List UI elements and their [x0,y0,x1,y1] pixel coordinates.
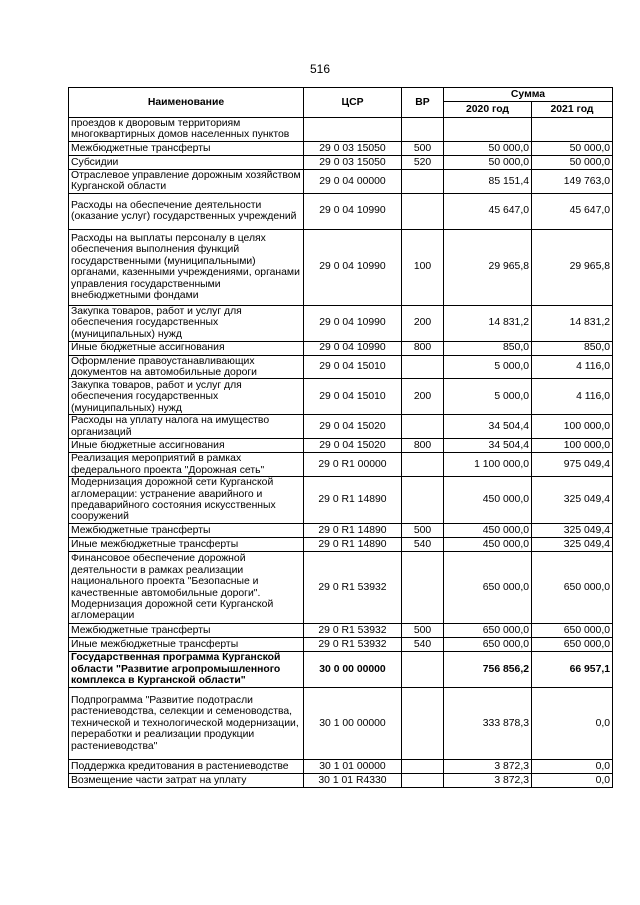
row-vr-cell [402,169,444,193]
row-vr-cell [402,688,444,760]
row-amount-2020: 450 000,0 [444,477,532,524]
row-vr-cell: 500 [402,624,444,638]
row-amount-2020: 333 878,3 [444,688,532,760]
row-amount-2020: 450 000,0 [444,538,532,552]
row-vr-cell [402,760,444,774]
table-row [69,638,613,652]
row-amount-2021: 66 957,1 [532,652,613,688]
row-name-cell: Закупка товаров, работ и услуг для обеспечения государственных (муниципальных) нужд [69,305,304,341]
row-name-cell: проездов к дворовым территориям многоквартирных домов населенных пунктов [69,118,304,142]
budget-table [68,87,613,788]
row-vr-cell: 800 [402,341,444,355]
row-name-cell: Государственная программа Курганской области "Развитие агропромышленного комплекса в Курганской области" [69,652,304,688]
table-row [69,341,613,355]
row-code-cell: 29 0 R1 14890 [304,538,402,552]
row-amount-2020: 50 000,0 [444,141,532,155]
row-code-cell: 29 0 04 10990 [304,341,402,355]
row-amount-2021: 50 000,0 [532,141,613,155]
row-name-cell: Реализация мероприятий в рамках федерального проекта "Дорожная сеть" [69,453,304,477]
header-year-2021: 2021 год [532,102,613,118]
row-code-cell: 29 0 04 15020 [304,439,402,453]
row-amount-2021: 850,0 [532,341,613,355]
row-code-cell: 29 0 04 10990 [304,193,402,229]
table-row [69,477,613,524]
row-code-cell: 29 0 R1 00000 [304,453,402,477]
table-row [69,453,613,477]
row-amount-2020: 5 000,0 [444,355,532,379]
row-name-cell: Межбюджетные трансферты [69,624,304,638]
table-row [69,624,613,638]
row-amount-2021: 45 647,0 [532,193,613,229]
row-name-cell: Субсидии [69,155,304,169]
row-code-cell: 29 0 04 15010 [304,379,402,415]
row-amount-2021: 29 965,8 [532,229,613,305]
row-vr-cell [402,552,444,624]
row-amount-2021: 325 049,4 [532,538,613,552]
row-amount-2020: 650 000,0 [444,552,532,624]
row-name-cell: Финансовое обеспечение дорожной деятельности в рамках реализации национального проекта "Безопасные и качественные автомобильные дороги". Модернизация дорожной сети Курганской агломерации [69,552,304,624]
row-vr-cell: 500 [402,524,444,538]
row-vr-cell [402,652,444,688]
row-name-cell: Модернизация дорожной сети Курганской агломерации: устранение аварийного и предаварийного состояния искусственных сооружений [69,477,304,524]
row-amount-2021: 100 000,0 [532,415,613,439]
row-code-cell: 30 1 01 R4330 [304,774,402,788]
row-amount-2021: 0,0 [532,760,613,774]
table-header-row [69,88,613,102]
table-row [69,229,613,305]
row-amount-2021 [532,118,613,142]
table-row [69,155,613,169]
row-amount-2020: 85 151,4 [444,169,532,193]
row-amount-2021: 325 049,4 [532,524,613,538]
row-amount-2020: 5 000,0 [444,379,532,415]
row-name-cell: Иные бюджетные ассигнования [69,341,304,355]
row-vr-cell: 100 [402,229,444,305]
row-code-cell: 29 0 R1 53932 [304,552,402,624]
row-code-cell: 29 0 04 00000 [304,169,402,193]
row-vr-cell [402,415,444,439]
row-name-cell: Расходы на выплаты персоналу в целях обеспечения выполнения функций государственными (муниципальными) органами, казенными учреждениями, органами управления государственными внебюджетными фондами [69,229,304,305]
row-vr-cell [402,453,444,477]
table-row [69,193,613,229]
row-vr-cell [402,355,444,379]
row-amount-2021: 100 000,0 [532,439,613,453]
row-name-cell: Расходы на уплату налога на имущество организаций [69,415,304,439]
row-code-cell: 29 0 R1 14890 [304,524,402,538]
header-year-2020: 2020 год [444,102,532,118]
row-amount-2020 [444,118,532,142]
table-row [69,524,613,538]
row-amount-2021: 0,0 [532,774,613,788]
table-row [69,141,613,155]
table-row [69,552,613,624]
row-vr-cell: 540 [402,538,444,552]
row-amount-2021: 0,0 [532,688,613,760]
row-amount-2020: 756 856,2 [444,652,532,688]
row-name-cell: Расходы на обеспечение деятельности (оказание услуг) государственных учреждений [69,193,304,229]
row-amount-2020: 45 647,0 [444,193,532,229]
row-vr-cell: 200 [402,379,444,415]
header-csr: ЦСР [304,88,402,118]
row-vr-cell [402,477,444,524]
table-row [69,439,613,453]
row-vr-cell [402,118,444,142]
row-name-cell: Иные бюджетные ассигнования [69,439,304,453]
table-row [69,652,613,688]
row-amount-2021: 325 049,4 [532,477,613,524]
row-amount-2021: 650 000,0 [532,552,613,624]
row-code-cell [304,118,402,142]
table-row [69,415,613,439]
table-body [69,118,613,788]
row-code-cell: 29 0 R1 53932 [304,624,402,638]
row-amount-2020: 34 504,4 [444,439,532,453]
row-amount-2020: 1 100 000,0 [444,453,532,477]
row-name-cell: Закупка товаров, работ и услуг для обеспечения государственных (муниципальных) нужд [69,379,304,415]
row-amount-2021: 650 000,0 [532,624,613,638]
row-amount-2021: 14 831,2 [532,305,613,341]
row-code-cell: 29 0 R1 53932 [304,638,402,652]
row-amount-2020: 450 000,0 [444,524,532,538]
table-row [69,538,613,552]
row-name-cell: Подпрограмма "Развитие подотрасли растениеводства, селекции и семеноводства, технической и технологической модернизации, переработки и реализации продукции растениеводства" [69,688,304,760]
table-row [69,379,613,415]
table-row [69,760,613,774]
row-code-cell: 29 0 04 15010 [304,355,402,379]
row-vr-cell [402,774,444,788]
row-amount-2020: 3 872,3 [444,774,532,788]
page-number: 516 [309,62,331,76]
row-amount-2021: 50 000,0 [532,155,613,169]
row-amount-2020: 34 504,4 [444,415,532,439]
row-vr-cell: 500 [402,141,444,155]
row-vr-cell: 540 [402,638,444,652]
row-name-cell: Иные межбюджетные трансферты [69,538,304,552]
row-name-cell: Межбюджетные трансферты [69,141,304,155]
table-row [69,118,613,142]
row-code-cell: 29 0 03 15050 [304,155,402,169]
row-name-cell: Иные межбюджетные трансферты [69,638,304,652]
row-name-cell: Межбюджетные трансферты [69,524,304,538]
row-code-cell: 29 0 04 10990 [304,229,402,305]
row-code-cell: 29 0 R1 14890 [304,477,402,524]
row-name-cell: Отраслевое управление дорожным хозяйством Курганской области [69,169,304,193]
row-amount-2020: 850,0 [444,341,532,355]
table-row [69,169,613,193]
row-amount-2021: 4 116,0 [532,355,613,379]
row-code-cell: 30 1 00 00000 [304,688,402,760]
header-name: Наименование [69,88,304,118]
table-row [69,688,613,760]
row-amount-2021: 650 000,0 [532,638,613,652]
row-amount-2020: 650 000,0 [444,638,532,652]
row-code-cell: 29 0 04 15020 [304,415,402,439]
row-code-cell: 30 0 00 00000 [304,652,402,688]
table-row [69,774,613,788]
table-row [69,355,613,379]
row-name-cell: Возмещение части затрат на уплату [69,774,304,788]
row-code-cell: 29 0 03 15050 [304,141,402,155]
row-amount-2021: 4 116,0 [532,379,613,415]
row-code-cell: 30 1 01 00000 [304,760,402,774]
header-sum: Сумма [444,88,613,102]
row-vr-cell [402,193,444,229]
row-amount-2021: 975 049,4 [532,453,613,477]
row-amount-2020: 3 872,3 [444,760,532,774]
row-vr-cell: 520 [402,155,444,169]
row-name-cell: Оформление правоустанавливающих документов на автомобильные дороги [69,355,304,379]
row-amount-2020: 14 831,2 [444,305,532,341]
row-name-cell: Поддержка кредитования в растениеводстве [69,760,304,774]
table-row [69,305,613,341]
row-vr-cell: 800 [402,439,444,453]
row-amount-2021: 149 763,0 [532,169,613,193]
row-amount-2020: 650 000,0 [444,624,532,638]
row-amount-2020: 50 000,0 [444,155,532,169]
row-code-cell: 29 0 04 10990 [304,305,402,341]
row-amount-2020: 29 965,8 [444,229,532,305]
header-vr: ВР [402,88,444,118]
row-vr-cell: 200 [402,305,444,341]
